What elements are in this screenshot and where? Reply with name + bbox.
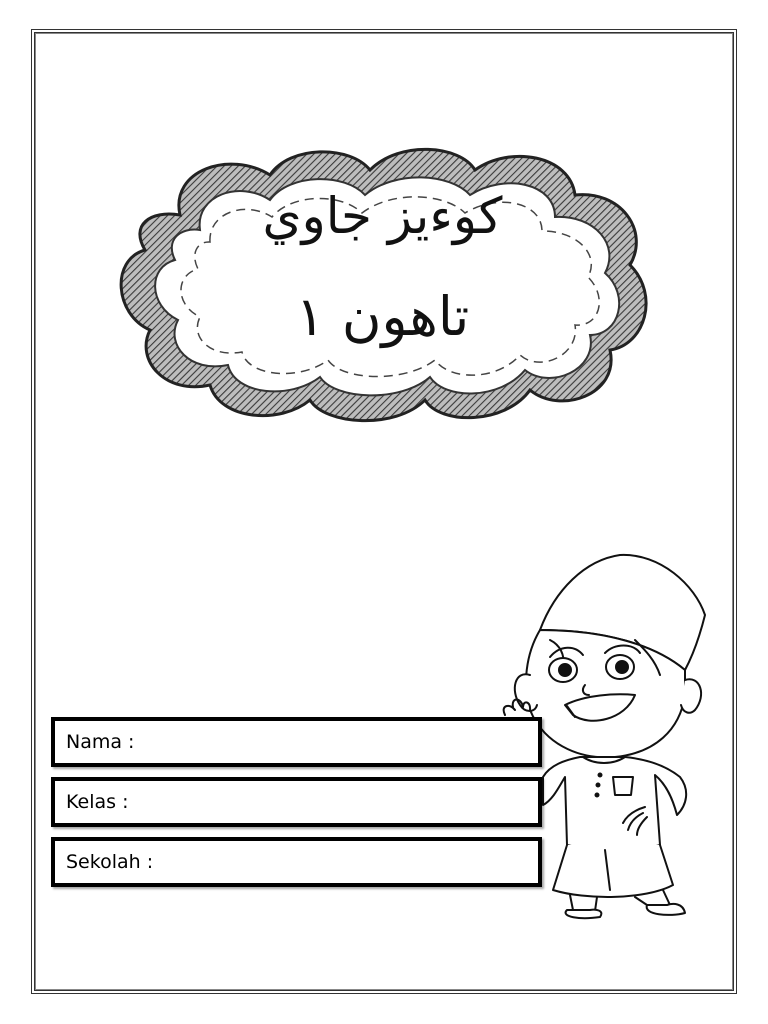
class-field-label: Kelas :	[66, 791, 129, 813]
school-field[interactable]	[51, 837, 542, 887]
title-cloud	[110, 145, 655, 425]
title-line-1: كوءيز جاوي	[262, 187, 503, 245]
title-line-2: تاهون ١	[295, 285, 470, 348]
name-field-label: Nama :	[66, 731, 135, 753]
school-field-label: Sekolah :	[66, 851, 154, 873]
name-field[interactable]	[51, 717, 542, 767]
class-field[interactable]	[51, 777, 542, 827]
